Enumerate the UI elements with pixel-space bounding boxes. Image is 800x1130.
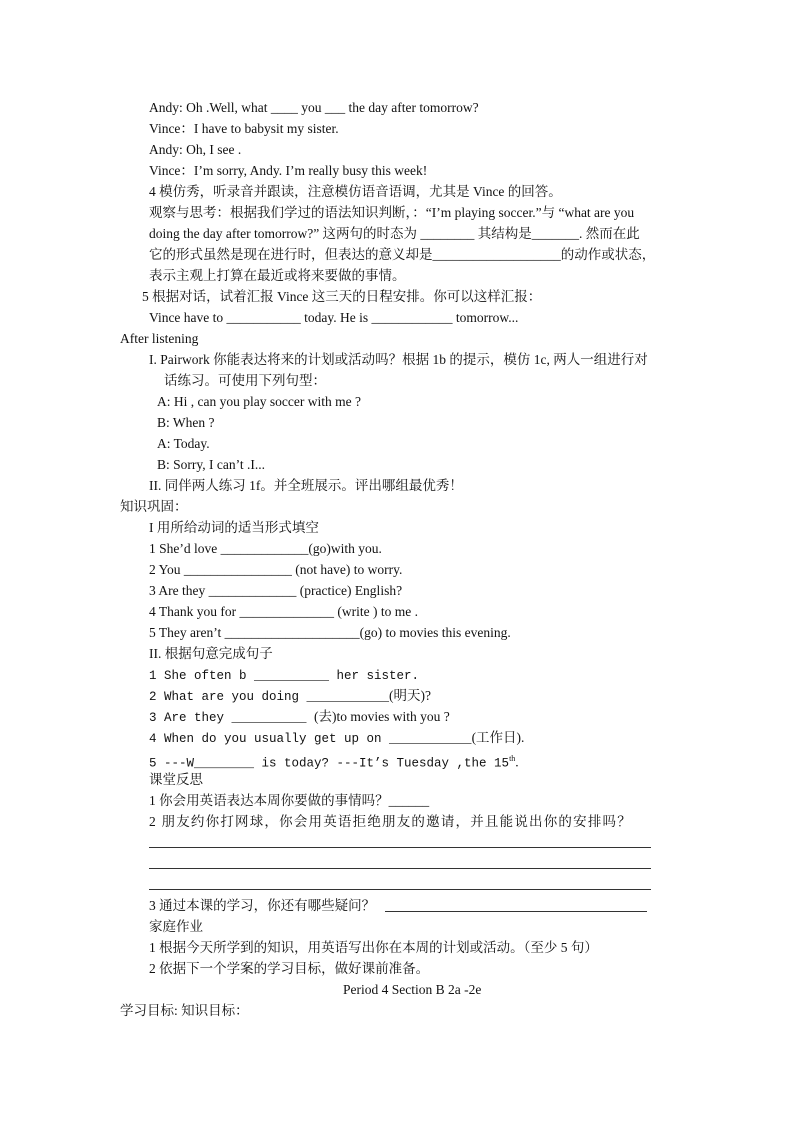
- complete-item-3-hint: (去)to movies with you ?: [314, 709, 450, 724]
- pairwork-line-2: 话练习。可使用下列句型：: [164, 373, 326, 388]
- complete-item-3: [149, 708, 450, 727]
- reflection-heading: 课堂反思: [149, 772, 203, 787]
- homework-item-1: 1 根据今天所学到的知识，用英语写出你在本周的计划或活动。（至少 5 句）: [149, 940, 598, 955]
- complete-item-2-text: 2 What are you doing ___________: [149, 690, 390, 704]
- sample-line-2: B: When ?: [157, 415, 215, 430]
- observe-line-3: 它的形式虽然是现在进行时，但表达的意义却是___________________的动作或状态，: [149, 247, 656, 262]
- sample-line-1: A: Hi , can you play soccer with me ?: [157, 394, 361, 409]
- observe-line-1: 观察与思考：根据我们学过的语法知识判断，：“I’m playing soccer.”与 “what are you: [149, 205, 635, 220]
- observe-line-4: 表示主观上打算在最近或将来要做的事情。: [149, 268, 406, 283]
- dialogue-line-2: Vince：I have to babysit my sister.: [149, 121, 339, 136]
- complete-item-4: [149, 729, 524, 748]
- complete-item-3-text: 3 Are they __________: [149, 711, 315, 725]
- homework-item-2: 2 依据下一个学案的学习目标，做好课前准备。: [149, 961, 430, 976]
- observe-line-2: doing the day after tomorrow?” 这两句的时态为 ________ 其结构是_______. 然而在此: [149, 226, 640, 241]
- consolidation-heading: 知识巩固：: [120, 499, 188, 514]
- homework-heading: 家庭作业: [149, 919, 203, 934]
- complete-item-4-hint: (工作日).: [471, 730, 525, 745]
- dialogue-line-4: Vince：I’m sorry, Andy. I’m really busy this week!: [149, 163, 428, 178]
- pairwork-line-1: I. Pairwork 你能表达将来的计划或活动吗？根据 1b 的提示，模仿 1c, 两人一组进行对: [149, 352, 648, 367]
- part2-title: II. 根据句意完成句子: [149, 646, 273, 661]
- reflection-q1: 1 你会用英语表达本周你要做的事情吗？______: [149, 793, 430, 808]
- answer-line-2: [149, 868, 651, 869]
- answer-line-3: [149, 889, 651, 890]
- sample-line-3: A: Today.: [157, 436, 210, 451]
- complete-item-5-text: 5 ---W________ is today? ---It’s Tuesday ,the 15: [149, 756, 510, 771]
- objectives-heading: 学习目标: 知识目标：: [120, 1003, 249, 1018]
- next-period-title: Period 4 Section B 2a -2e: [343, 982, 482, 997]
- fill-item-5: 5 They aren’t ____________________(go) to movies this evening.: [149, 625, 511, 640]
- fill-item-1: 1 She’d love _____________(go)with you.: [149, 541, 382, 556]
- complete-item-1-text: 1 She often b __________ her sister.: [149, 669, 420, 683]
- step4-instruction: 4 模仿秀，听录音并跟读，注意模仿语音语调，尤其是 Vince 的回答。: [149, 184, 562, 199]
- after-listening-heading: After listening: [120, 331, 199, 346]
- reflection-q2: 2 朋友约你打网球，你会用英语拒绝朋友的邀请，并且能说出你的安排吗？: [149, 814, 632, 829]
- complete-item-5-superscript: th: [509, 754, 516, 763]
- sample-line-4: B: Sorry, I can’t .I...: [157, 457, 265, 472]
- complete-item-2: [149, 687, 431, 706]
- answer-line-1: [149, 847, 651, 848]
- dialogue-line-3: Andy: Oh, I see .: [149, 142, 242, 157]
- part2-instruction: II. 同伴两人练习 1f。并全班展示。评出哪组最优秀！: [149, 478, 463, 493]
- complete-item-2-hint: (明天)?: [389, 688, 432, 703]
- fill-item-4: 4 Thank you for ______________ (write ) to me .: [149, 604, 418, 619]
- answer-line-4: [385, 911, 647, 912]
- step5-example: Vince have to ___________ today. He is ____________ tomorrow...: [149, 310, 519, 325]
- complete-item-4-text: 4 When do you usually get up on ___________: [149, 732, 472, 746]
- fill-item-3: 3 Are they _____________ (practice) English?: [149, 583, 403, 598]
- dialogue-line-1: Andy: Oh .Well, what ____ you ___ the day after tomorrow?: [149, 100, 479, 115]
- complete-item-5: [149, 750, 519, 773]
- step5-instruction: 5 根据对话，试着汇报 Vince 这三天的日程安排。你可以这样汇报：: [142, 289, 542, 304]
- complete-item-1: [149, 666, 419, 685]
- complete-item-5-end: .: [515, 754, 519, 770]
- fill-item-2: 2 You ________________ (not have) to worry.: [149, 562, 403, 577]
- reflection-q3: 3 通过本课的学习，你还有哪些疑问？: [149, 898, 376, 913]
- part1-title: I 用所给动词的适当形式填空: [149, 520, 319, 535]
